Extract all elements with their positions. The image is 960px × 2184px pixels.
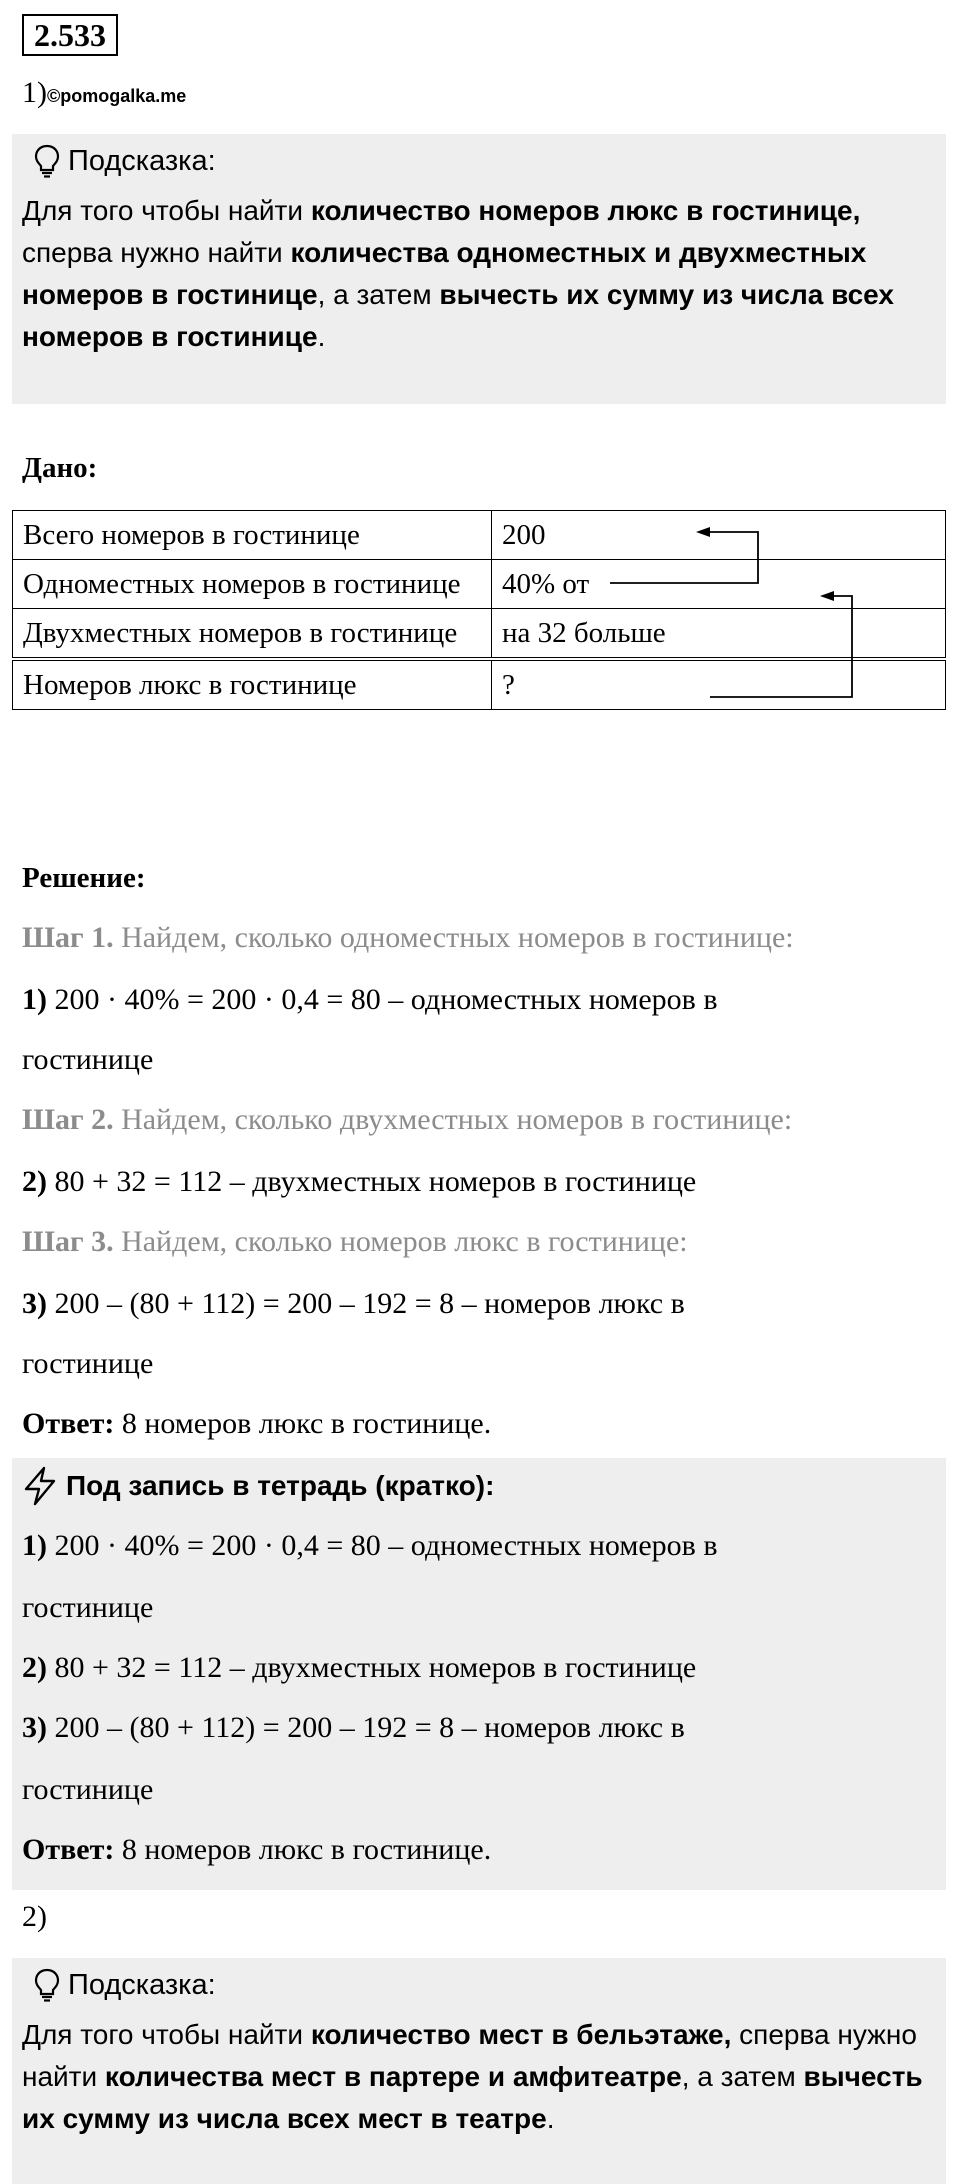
notebook-line-4: 3) 200 – (80 + 112) = 200 – 192 = 8 – номеров люкс в [22, 1711, 685, 1744]
calc-3-cont: гостинице [22, 1347, 154, 1380]
calc-3: 3) 200 – (80 + 112) = 200 – 192 = 8 – номеров люкс в [22, 1287, 685, 1320]
notebook-line-5: гостинице [22, 1773, 154, 1806]
arrow-double-to-single [710, 596, 852, 697]
table-cell-label: Всего номеров в гостинице [13, 511, 492, 560]
hint-emphasis: количества мест в партере и амфитеатре [104, 2061, 682, 2092]
hint-segment: . [317, 321, 326, 352]
hint-segment: , а затем [681, 2061, 804, 2092]
arrowhead [820, 591, 834, 601]
hint-emphasis: вычесть их сумму из числа всех номеров в гостинице [22, 279, 894, 352]
table-cell-label: Одноместных номеров в гостинице [13, 560, 492, 609]
table-cell-value: 200 [492, 511, 946, 560]
table-cell-value: ? [492, 659, 946, 710]
arrowhead [696, 527, 710, 537]
watermark: ©pomogalka.me [47, 86, 187, 106]
hint-emphasis: количества одноместных и двухместных номеров в гостинице [22, 237, 867, 310]
calc-2: 2) 80 + 32 = 112 – двухместных номеров в гостинице [22, 1165, 697, 1198]
notebook-line-6: Ответ: 8 номеров люкс в гостинице. [22, 1833, 492, 1866]
hint-segment: Для того чтобы найти [22, 2019, 311, 2050]
hint-segment: Для того чтобы найти [22, 195, 311, 226]
table-cell-label: Номеров люкс в гостинице [13, 659, 492, 710]
part-2-label: 2) [22, 1900, 47, 1933]
calc-1-cont: гостинице [22, 1043, 154, 1076]
hint-emphasis: количество мест в бельэтаже, [310, 2019, 732, 2050]
table-cell-value: 40% от [492, 560, 946, 609]
hint-box-2 [12, 1958, 946, 2184]
hint-segment: , а затем [317, 279, 440, 310]
hint-emphasis: количество номеров люкс в гостинице, [310, 195, 861, 226]
hint-emphasis: вычесть их сумму из числа всех мест в театре [22, 2061, 923, 2134]
answer: Ответ: 8 номеров люкс в гостинице. [22, 1407, 492, 1440]
lightbulb-icon [34, 1968, 60, 2002]
table-cell-label: Двухместных номеров в гостинице [13, 609, 492, 660]
hint-title-text-1: Подсказка: [68, 144, 216, 177]
notebook-box [12, 1458, 946, 1890]
hint-segment: . [546, 2103, 555, 2134]
hint-title-text-2: Подсказка: [68, 1968, 216, 2001]
hint-segment: сперва нужно найти [22, 237, 291, 268]
step-2: Шаг 2. Найдем, сколько двухместных номеров в гостинице: [22, 1103, 793, 1136]
notebook-title: Под запись в тетрадь (кратко): [22, 1466, 494, 1506]
hint-title-2 [34, 1968, 216, 2002]
solution-heading: Решение: [22, 862, 146, 894]
step-3: Шаг 3. Найдем, сколько номеров люкс в гостинице: [22, 1225, 688, 1258]
task-number: 2.533 [22, 14, 118, 56]
part-1-label: 1) [22, 76, 47, 109]
notebook-line-3: 2) 80 + 32 = 112 – двухместных номеров в гостинице [22, 1651, 697, 1684]
arrow-single-to-total [610, 532, 758, 583]
step-1: Шаг 1. Найдем, сколько одноместных номеров в гостинице: [22, 921, 794, 954]
hint-segment: сперва нужно найти [22, 2019, 917, 2092]
notebook-line-1: 1) 200 · 40% = 200 · 0,4 = 80 – одноместных номеров в [22, 1529, 718, 1562]
notebook-line-2: гостинице [22, 1591, 154, 1624]
lightning-icon [22, 1466, 58, 1506]
hint-text-2 [22, 2014, 942, 2140]
given-heading: Дано: [22, 452, 98, 484]
table-cell-value: на 32 больше [492, 609, 946, 660]
relation-arrows [0, 0, 960, 800]
calc-1: 1) 200 · 40% = 200 · 0,4 = 80 – одноместных номеров в [22, 983, 718, 1016]
